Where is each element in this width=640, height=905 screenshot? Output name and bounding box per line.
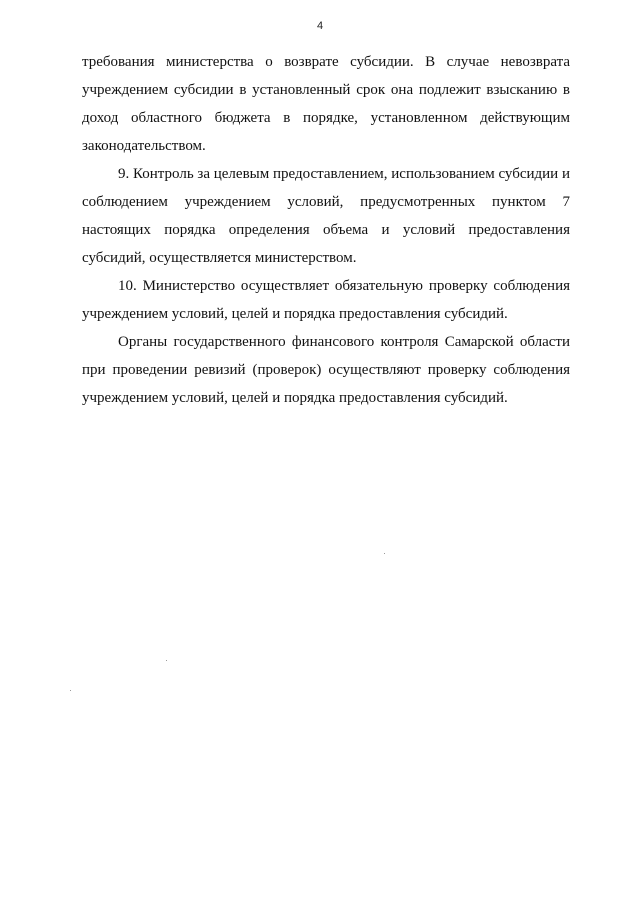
- paragraph-item-10: 10. Министерство осуществляет обязательную проверку соблюдения учреждением условий, целей и порядка предоставления субсидий.: [82, 278, 570, 322]
- paragraph-continuation: требования министерства о возврате субсидии. В случае невозврата учреждением субсидии в установленный срок она подлежит взысканию в доход областного бюджета в порядке, установленном действующим законодательством.: [82, 54, 570, 154]
- document-body: [82, 48, 570, 412]
- scan-speck: [70, 690, 71, 691]
- paragraph-item-9: 9. Контроль за целевым предоставлением, использованием субсидии и соблюдением учреждением условий, предусмотренных пунктом 7 настоящих порядка определения объема и условий предоставления субсидий, осуществляется министерством.: [82, 166, 570, 266]
- scan-speck: [166, 660, 167, 661]
- scan-speck: [384, 553, 385, 554]
- page-number: 4: [316, 20, 324, 32]
- paragraph-financial-control: Органы государственного финансового контроля Самарской области при проведении ревизий (проверок) осуществляют проверку соблюдения учреждением условий, целей и порядка предоставления субсидий.: [82, 334, 570, 406]
